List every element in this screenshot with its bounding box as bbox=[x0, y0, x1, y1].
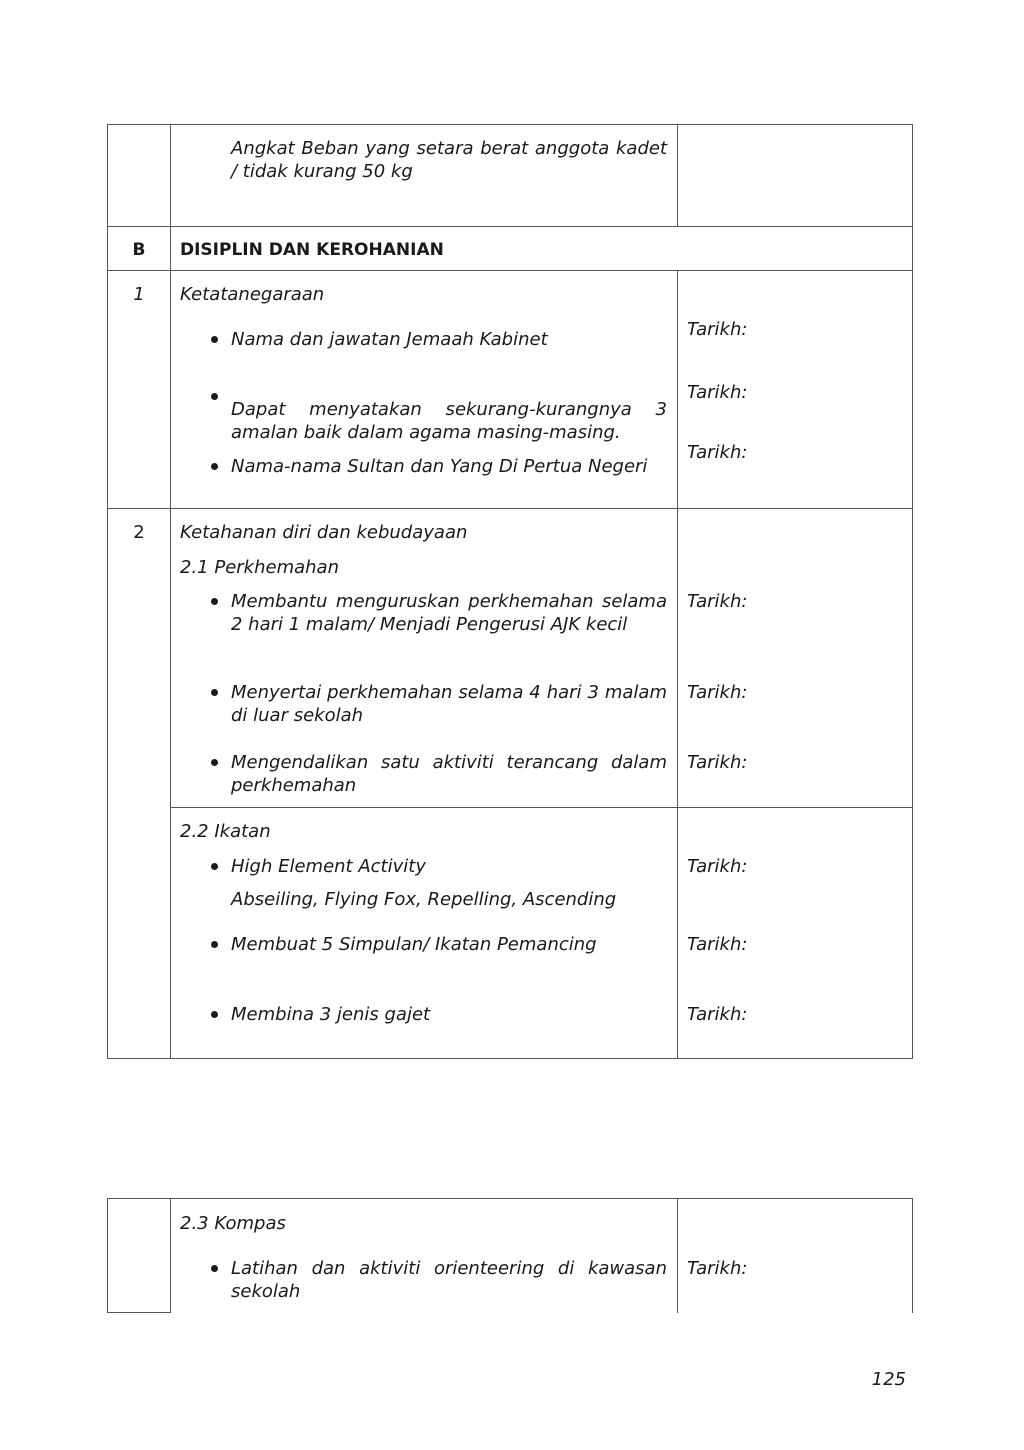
bullet-icon bbox=[211, 689, 218, 696]
sub-2.1-heading: 2.1 Perkhemahan bbox=[180, 557, 339, 578]
table1-rule-2.1-2.2 bbox=[170, 807, 913, 808]
sub-2.2-item-3-date-label: Tarikh: bbox=[687, 1004, 748, 1025]
row-1-item-3-text: Nama-nama Sultan dan Yang Di Pertua Negeri bbox=[231, 456, 648, 477]
row-1-item-2-date-label: Tarikh: bbox=[687, 382, 748, 403]
row-1-item-2-text: Dapat menyatakan sekurang-kurangnya 3 amalan baik dalam agama masing-masing. bbox=[231, 399, 667, 443]
sub-2.2-heading: 2.2 Ikatan bbox=[180, 821, 271, 842]
table2-col-divider-1 bbox=[170, 1198, 171, 1313]
section-b-title: DISIPLIN DAN KEROHANIAN bbox=[180, 240, 444, 260]
table1-border-right bbox=[912, 124, 913, 1059]
table1-border-top bbox=[107, 124, 913, 125]
table1-col-divider-2b bbox=[677, 270, 678, 1059]
table1-col-divider-1 bbox=[170, 124, 171, 1059]
table2-border-bottom-left bbox=[107, 1312, 171, 1313]
table2-border-left bbox=[107, 1198, 108, 1313]
sub-2.1-item-1-text: Membantu menguruskan perkhemahan selama 2 hari 1 malam/ Menjadi Pengerusi AJK kecil bbox=[231, 591, 667, 635]
sub-2.2-item-1-subtext: Abseiling, Flying Fox, Repelling, Ascending bbox=[231, 889, 617, 910]
table1-col-divider-2a bbox=[677, 124, 678, 226]
table1-rule-a-b bbox=[107, 226, 913, 227]
row-1-number: 1 bbox=[133, 284, 145, 305]
sub-2.1-item-3-date-label: Tarikh: bbox=[687, 752, 748, 773]
sub-2.1-item-1-date-label: Tarikh: bbox=[687, 591, 748, 612]
sub-2.1-item-2-text: Menyertai perkhemahan selama 4 hari 3 malam di luar sekolah bbox=[231, 682, 667, 726]
bullet-icon bbox=[211, 1011, 218, 1018]
bullet-icon bbox=[211, 393, 218, 400]
row-1-item-1-text: Nama dan jawatan Jemaah Kabinet bbox=[231, 329, 548, 350]
table2-border-right bbox=[912, 1198, 913, 1313]
row-1-heading: Ketatanegaraan bbox=[180, 284, 325, 305]
sub-2.2-item-2-date-label: Tarikh: bbox=[687, 934, 748, 955]
bullet-icon bbox=[211, 759, 218, 766]
row-2-heading: Ketahanan diri dan kebudayaan bbox=[180, 522, 468, 543]
bullet-icon bbox=[211, 336, 218, 343]
sub-2.2-item-1-text: High Element Activity bbox=[231, 856, 426, 877]
sub-2.3-item-1-text: Latihan dan aktiviti orienteering di kawasan sekolah bbox=[231, 1258, 667, 1302]
sub-2.2-item-2-text: Membuat 5 Simpulan/ Ikatan Pemancing bbox=[231, 934, 597, 955]
sub-2.1-item-2-date-label: Tarikh: bbox=[687, 682, 748, 703]
sub-2.2-item-1-date-label: Tarikh: bbox=[687, 856, 748, 877]
table2-border-top bbox=[107, 1198, 913, 1199]
row-1-item-1-date-label: Tarikh: bbox=[687, 319, 748, 340]
bullet-icon bbox=[211, 463, 218, 470]
table1-border-left bbox=[107, 124, 108, 1059]
page-number: 125 bbox=[871, 1369, 906, 1390]
sub-2.2-item-3-text: Membina 3 jenis gajet bbox=[231, 1004, 431, 1025]
sub-2.1-item-3-text: Mengendalikan satu aktiviti terancang dalam perkhemahan bbox=[231, 752, 667, 796]
sub-2.3-heading: 2.3 Kompas bbox=[180, 1213, 286, 1234]
bullet-icon bbox=[211, 941, 218, 948]
bullet-icon bbox=[211, 1265, 218, 1272]
table1-border-bottom bbox=[107, 1058, 913, 1059]
row-a-item-text: Angkat Beban yang setara berat anggota kadet / tidak kurang 50 kg bbox=[231, 138, 667, 182]
section-b-code: B bbox=[132, 240, 146, 260]
row-2-number: 2 bbox=[133, 522, 145, 543]
table2-col-divider-2 bbox=[677, 1198, 678, 1313]
table1-rule-1-2 bbox=[107, 508, 913, 509]
row-1-item-3-date-label: Tarikh: bbox=[687, 442, 748, 463]
table1-rule-b-1 bbox=[107, 270, 913, 271]
bullet-icon bbox=[211, 863, 218, 870]
sub-2.3-item-1-date-label: Tarikh: bbox=[687, 1258, 748, 1279]
bullet-icon bbox=[211, 598, 218, 605]
